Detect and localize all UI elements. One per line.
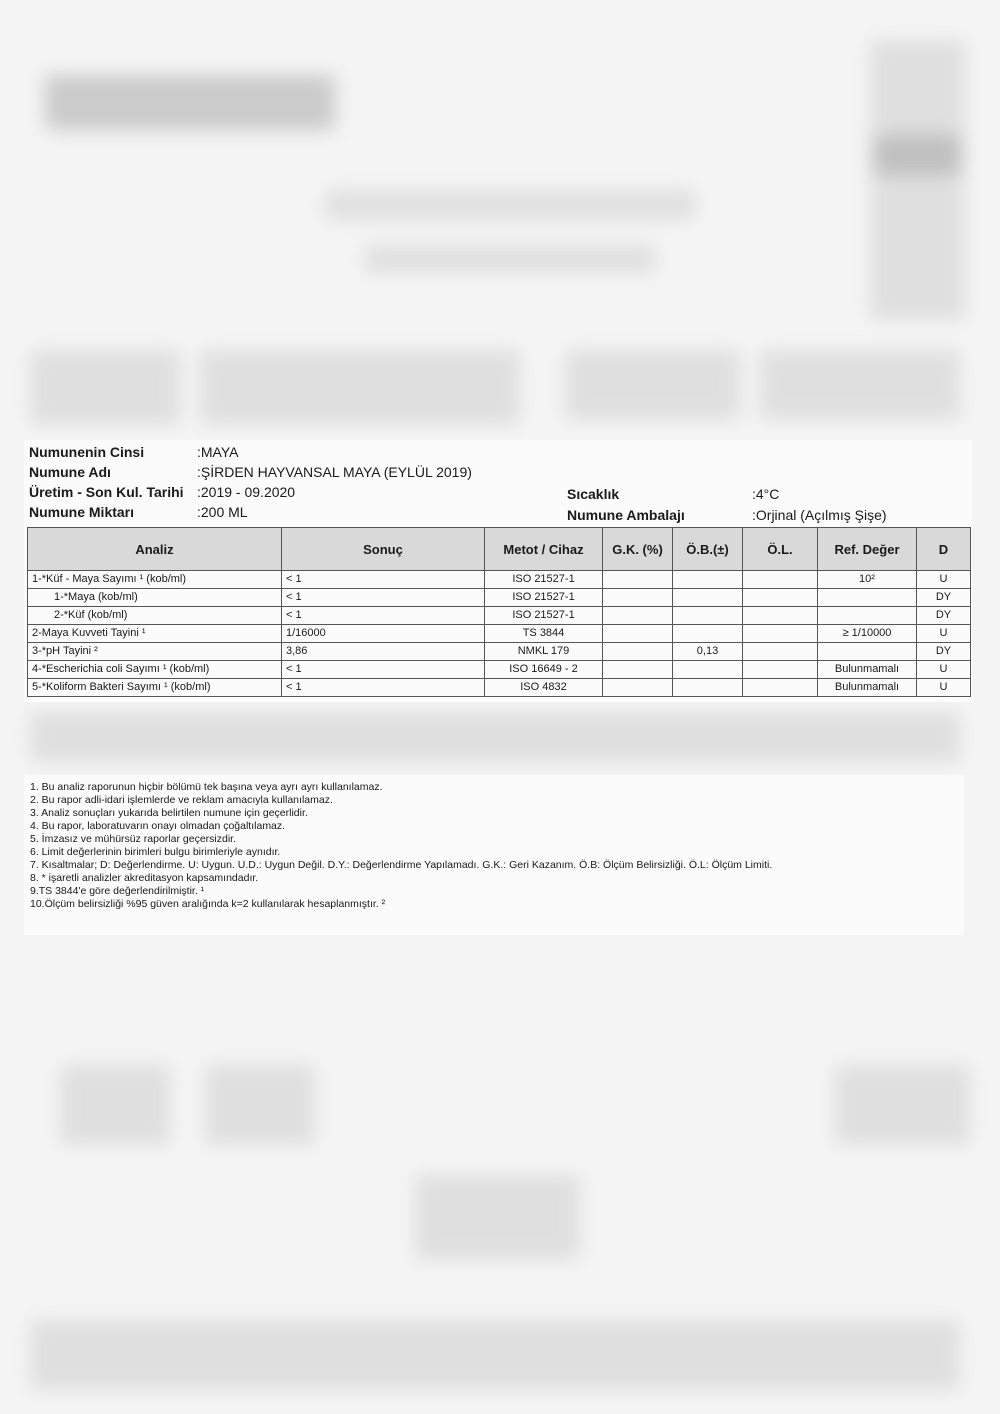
sample-type-value: :MAYA xyxy=(197,444,239,460)
sample-report-section xyxy=(24,440,972,702)
header-uncertainty: Ö.B.(±) xyxy=(673,528,743,571)
temperature-value: :4°C xyxy=(752,486,780,502)
sample-quantity-value: :200 ML xyxy=(197,504,248,520)
note-item: 8. * işaretli analizler akreditasyon kapsamındadır. xyxy=(30,872,259,884)
note-item: 7. Kısaltmalar; D: Değerlendirme. U: Uygun. U.D.: Uygun Değil. D.Y.: Değerlendirme Yapılamadı. G.K.: Geri Kazanım. Ö.B: Ölçüm Belirsizliği. Ö.L: Ölçüm Limiti. xyxy=(30,859,773,871)
packaging-label: Numune Ambalajı xyxy=(567,507,685,523)
cell-recovery xyxy=(603,571,673,589)
cell-evaluation: DY xyxy=(917,607,971,625)
cell-method: NMKL 179 xyxy=(485,643,603,661)
cell-uncertainty xyxy=(673,589,743,607)
cell-evaluation: DY xyxy=(917,589,971,607)
redacted-header-left xyxy=(30,350,180,425)
cell-uncertainty xyxy=(673,571,743,589)
cell-evaluation: U xyxy=(917,625,971,643)
header-limit: Ö.L. xyxy=(743,528,818,571)
cell-reference: Bulunmamalı xyxy=(818,679,917,697)
redacted-table-footer xyxy=(30,712,960,762)
redacted-signature-mid xyxy=(205,1065,315,1145)
redacted-logo xyxy=(45,75,335,130)
cell-limit xyxy=(743,571,818,589)
cell-analysis: 3-*pH Tayini ² xyxy=(28,643,282,661)
cell-limit xyxy=(743,661,818,679)
sample-type-label: Numunenin Cinsi xyxy=(29,444,145,460)
sample-name-label: Numune Adı xyxy=(29,464,111,480)
cell-method: ISO 16649 - 2 xyxy=(485,661,603,679)
analysis-results-table xyxy=(27,527,971,697)
table-row xyxy=(28,679,971,697)
table-row xyxy=(28,607,971,625)
header-method: Metot / Cihaz xyxy=(485,528,603,571)
header-reference: Ref. Değer xyxy=(818,528,917,571)
cell-recovery xyxy=(603,625,673,643)
cell-evaluation: U xyxy=(917,679,971,697)
redacted-header-mid xyxy=(200,350,520,425)
cell-limit xyxy=(743,589,818,607)
cell-reference: Bulunmamalı xyxy=(818,661,917,679)
cell-method: ISO 4832 xyxy=(485,679,603,697)
note-item: 1. Bu analiz raporunun hiçbir bölümü tek başına veya ayrı ayrı kullanılamaz. xyxy=(30,781,383,793)
packaging-value: :Orjinal (Açılmış Şişe) xyxy=(752,507,887,523)
cell-uncertainty: 0,13 xyxy=(673,643,743,661)
cell-result: < 1 xyxy=(282,607,485,625)
cell-method: TS 3844 xyxy=(485,625,603,643)
cell-reference xyxy=(818,607,917,625)
table-row xyxy=(28,625,971,643)
redacted-stamp xyxy=(415,1175,580,1260)
cell-analysis: 4-*Escherichia coli Sayımı ¹ (kob/ml) xyxy=(28,661,282,679)
sample-quantity-label: Numune Miktarı xyxy=(29,504,135,520)
cell-uncertainty xyxy=(673,661,743,679)
table-row xyxy=(28,571,971,589)
cell-result: 1/16000 xyxy=(282,625,485,643)
cell-recovery xyxy=(603,607,673,625)
table-row xyxy=(28,661,971,679)
redacted-signature-right xyxy=(835,1065,970,1145)
cell-method: ISO 21527-1 xyxy=(485,571,603,589)
note-item: 6. Limit değerlerinin birimleri bulgu birimleriyle aynıdır. xyxy=(30,846,281,858)
table-header-row xyxy=(28,528,971,571)
header-evaluation: D xyxy=(917,528,971,571)
redacted-header-right-b xyxy=(760,350,960,420)
cell-analysis: 2-*Küf (kob/ml) xyxy=(28,607,282,625)
cell-recovery xyxy=(603,679,673,697)
cell-uncertainty xyxy=(673,607,743,625)
cell-uncertainty xyxy=(673,679,743,697)
cell-method: ISO 21527-1 xyxy=(485,589,603,607)
cell-reference xyxy=(818,643,917,661)
cell-limit xyxy=(743,643,818,661)
cell-method: ISO 21527-1 xyxy=(485,607,603,625)
header-recovery: G.K. (%) xyxy=(603,528,673,571)
cell-recovery xyxy=(603,643,673,661)
redacted-subtitle xyxy=(365,245,655,273)
cell-recovery xyxy=(603,661,673,679)
cell-uncertainty xyxy=(673,625,743,643)
cell-reference: ≥ 1/10000 xyxy=(818,625,917,643)
cell-limit xyxy=(743,607,818,625)
cell-limit xyxy=(743,625,818,643)
redacted-signature-left xyxy=(60,1065,170,1145)
cell-reference: 10² xyxy=(818,571,917,589)
note-item: 3. Analiz sonuçları yukarıda belirtilen numune için geçerlidir. xyxy=(30,807,308,819)
cell-analysis: 2-Maya Kuvveti Tayini ¹ xyxy=(28,625,282,643)
redacted-header-right-a xyxy=(565,350,740,420)
cell-result: < 1 xyxy=(282,679,485,697)
production-date-value: :2019 - 09.2020 xyxy=(197,484,296,500)
note-item: 2. Bu rapor adli-idari işlemlerde ve reklam amacıyla kullanılamaz. xyxy=(30,794,333,806)
production-date-label: Üretim - Son Kul. Tarihi xyxy=(29,484,184,500)
cell-result: 3,86 xyxy=(282,643,485,661)
redacted-badge xyxy=(875,135,960,175)
cell-evaluation: U xyxy=(917,571,971,589)
note-item: 4. Bu rapor, laboratuvarın onayı olmadan çoğaltılamaz. xyxy=(30,820,286,832)
temperature-label: Sıcaklık xyxy=(567,486,620,502)
redacted-logo-right xyxy=(870,40,965,320)
cell-result: < 1 xyxy=(282,661,485,679)
redacted-footer xyxy=(30,1320,960,1390)
cell-evaluation: DY xyxy=(917,643,971,661)
cell-analysis: 1-*Maya (kob/ml) xyxy=(28,589,282,607)
redacted-title xyxy=(325,190,695,220)
cell-limit xyxy=(743,679,818,697)
table-row xyxy=(28,589,971,607)
sample-name-value: :ŞİRDEN HAYVANSAL MAYA (EYLÜL 2019) xyxy=(197,464,472,480)
table-row xyxy=(28,643,971,661)
cell-result: < 1 xyxy=(282,589,485,607)
note-item: 5. İmzasız ve mühürsüz raporlar geçersizdir. xyxy=(30,833,236,845)
cell-reference xyxy=(818,589,917,607)
note-item: 10.Ölçüm belirsizliği %95 güven aralığında k=2 kullanılarak hesaplanmıştır. ² xyxy=(30,898,386,910)
cell-analysis: 1-*Küf - Maya Sayımı ¹ (kob/ml) xyxy=(28,571,282,589)
cell-recovery xyxy=(603,589,673,607)
note-item: 9.TS 3844'e göre değerlendirilmiştir. ¹ xyxy=(30,885,205,897)
report-notes xyxy=(24,775,964,935)
header-result: Sonuç xyxy=(282,528,485,571)
cell-result: < 1 xyxy=(282,571,485,589)
cell-analysis: 5-*Koliform Bakteri Sayımı ¹ (kob/ml) xyxy=(28,679,282,697)
header-analysis: Analiz xyxy=(28,528,282,571)
cell-evaluation: U xyxy=(917,661,971,679)
